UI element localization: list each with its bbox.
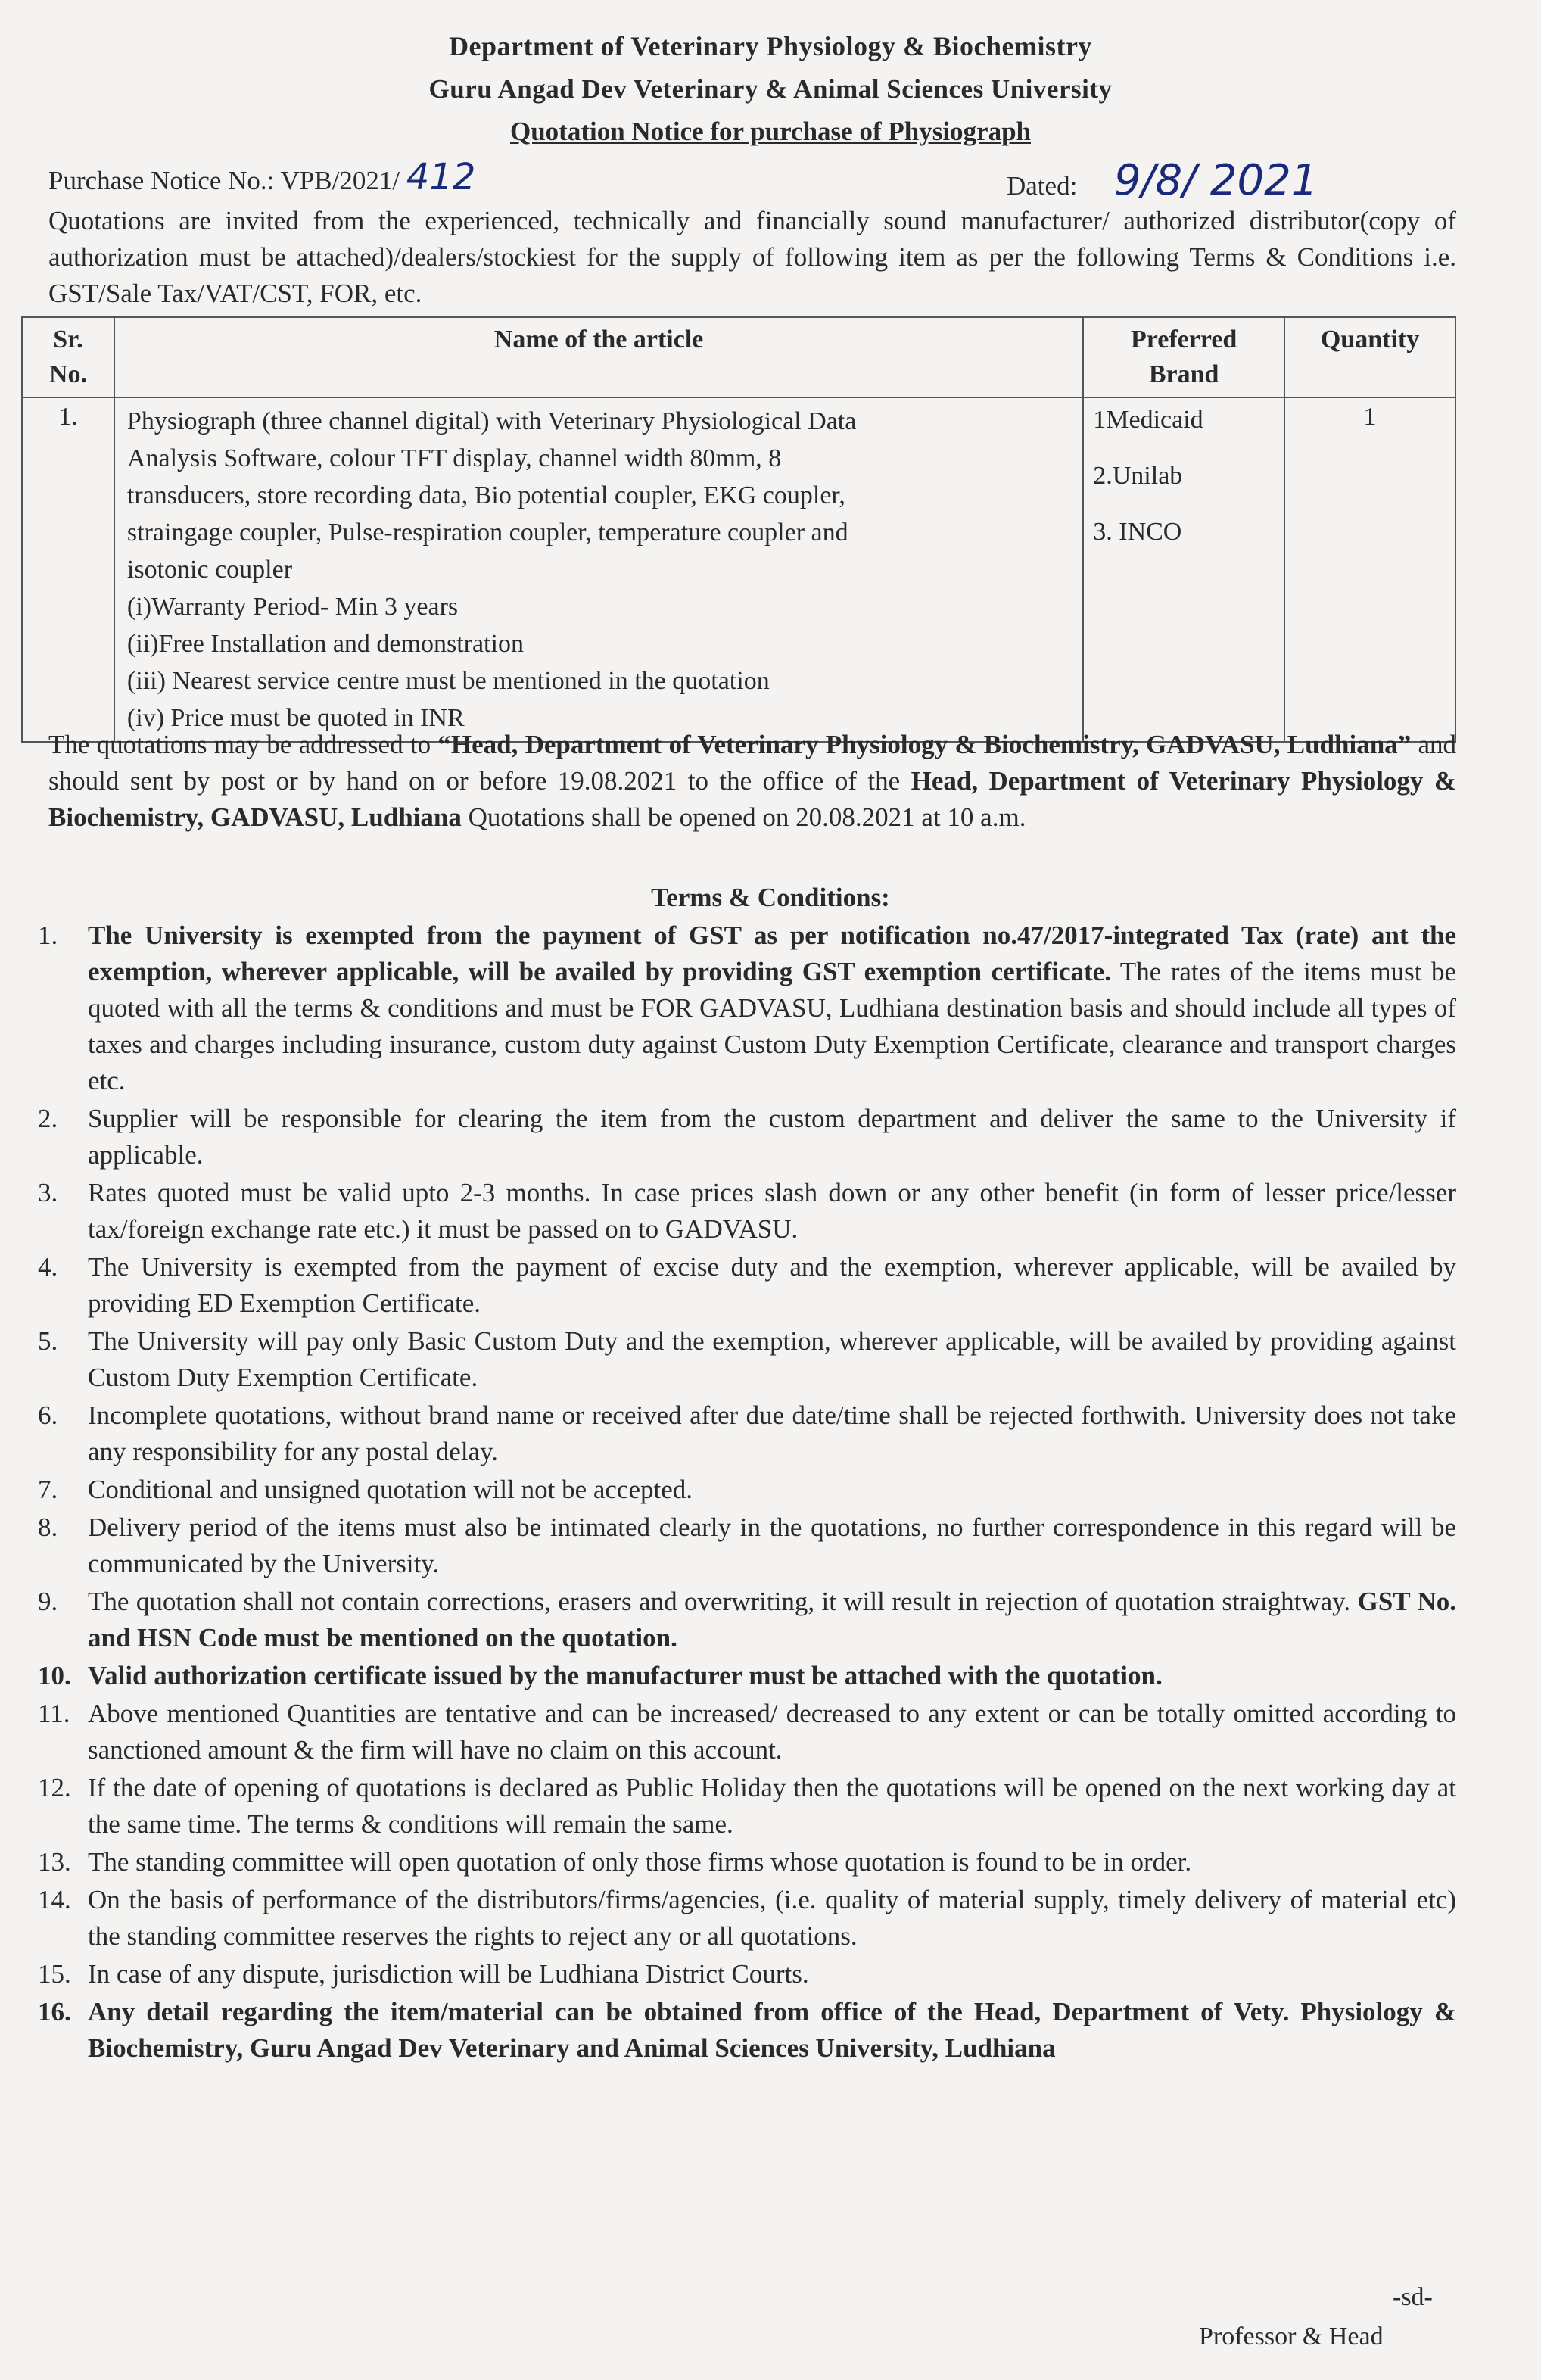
quantity-cell: 1 [1284, 397, 1455, 742]
terms-list [38, 917, 1456, 2068]
article-line: Analysis Software, colour TFT display, channel width 80mm, 8 [126, 444, 782, 472]
list-item [38, 1175, 1456, 1248]
term-text: Above mentioned Quantities are tentative and can be increased/ decreased to any extent or can be totally omitted according to sanctioned amount & the firm will have no claim on this account. [88, 1699, 1456, 1765]
term-number: 11. [38, 1699, 70, 1728]
term-text [88, 917, 1456, 1099]
address-text: and should sent by post or by hand on or before 19.08.2021 to the office of the [48, 730, 1456, 796]
notice-title: Quotation Notice for purchase of Physiograph [509, 117, 1032, 146]
address-bold: Head, Department of Veterinary Physiology & Biochemistry, GADVASU, Ludhiana [48, 766, 1456, 832]
term-text [88, 1584, 1456, 1656]
term-text: Supplier will be responsible for clearing the item from the custom department and deliver the same to the University if applicable. [88, 1104, 1456, 1170]
term-rest: The rates of the items must be quoted with all the terms & conditions and must be FOR GADVASU, Ludhiana destination basis and should include all types of taxes and charges including insurance, custom duty against Custom Duty Exemption Certificate, clearance and transport charges etc. [88, 957, 1456, 1095]
item-table [21, 316, 1456, 743]
term-number: 13. [38, 1847, 71, 1877]
list-item [38, 1509, 1456, 1582]
list-item [38, 1101, 1456, 1173]
term-text: Conditional and unsigned quotation will not be accepted. [88, 1475, 693, 1504]
notice-date [1007, 156, 1318, 205]
quantity-header: Quantity [1284, 317, 1455, 397]
term-number: 14. [38, 1885, 71, 1914]
term-number: 7. [38, 1475, 58, 1504]
university-heading: Guru Angad Dev Veterinary & Animal Sciences University [428, 74, 1113, 104]
brand-header: Preferred Brand [1083, 317, 1284, 397]
term-number: 15. [38, 1959, 71, 1989]
term-text: Rates quoted must be valid upto 2-3 months. In case prices slash down or any other benefit (in form of lesser price/lesser tax/foreign exchange rate etc.) it must be passed on to GADVASU. [88, 1178, 1456, 1244]
address-paragraph [48, 727, 1456, 836]
department-heading: Department of Veterinary Physiology & Biochemistry [449, 31, 1092, 61]
table-header-row [22, 317, 1455, 397]
list-item [38, 917, 1456, 1099]
list-item [38, 1994, 1456, 2067]
article-line: (iii) Nearest service centre must be mentioned in the quotation [126, 667, 770, 695]
signature-sd: -sd- [1393, 2283, 1433, 2311]
brand-item: 3. INCO [1093, 518, 1182, 546]
article-line: (ii)Free Installation and demonstration [126, 630, 524, 658]
signature-title: Professor & Head [1199, 2322, 1384, 2350]
list-item [38, 1472, 1456, 1508]
term-text: Any detail regarding the item/material can be obtained from office of the Head, Department of Vety. Physiology & Biochemistry, Guru Angad Dev Veterinary and Animal Sciences University, Ludhiana [88, 1997, 1456, 2063]
list-item [38, 1956, 1456, 1992]
term-text: Delivery period of the items must also be intimated clearly in the quotations, no further correspondence in this regard will be communicated by the University. [88, 1512, 1456, 1578]
term-number: 12. [38, 1773, 71, 1802]
terms-title: Terms & Conditions: [651, 883, 890, 912]
brand-cell [1083, 397, 1284, 742]
term-bold: GST No. and HSN Code must be mentioned on the quotation. [88, 1587, 1456, 1653]
brand-item: 1Medicaid [1093, 406, 1203, 434]
purchase-notice-number [48, 156, 475, 198]
purchase-notice-label: Purchase Notice No.: VPB/2021/ [48, 166, 400, 195]
term-text: Incomplete quotations, without brand name or received after due date/time shall be rejected forthwith. University does not take any responsibility for any postal delay. [88, 1400, 1456, 1466]
sr-no-cell: 1. [22, 397, 114, 742]
dated-label: Dated: [1007, 171, 1078, 201]
sr-no-header: Sr. No. [22, 317, 114, 397]
intro-paragraph: Quotations are invited from the experienced, technically and financially sound manufacturer/ authorized distributor(copy of authorization must be attached)/dealers/stockiest for the supply of following item as per the following Terms & Conditions i.e. GST/Sale Tax/VAT/CST, FOR, etc. [48, 206, 1456, 308]
list-item [38, 1249, 1456, 1322]
term-text: The University will pay only Basic Custom Duty and the exemption, wherever applicable, will be availed by providing against Custom Duty Exemption Certificate. [88, 1326, 1456, 1392]
term-number: 16. [38, 1997, 71, 2026]
article-line: transducers, store recording data, Bio potential coupler, EKG coupler, [126, 481, 845, 509]
term-number: 2. [38, 1104, 58, 1133]
term-number: 1. [38, 921, 58, 950]
article-line: (iv) Price must be quoted in INR [126, 704, 465, 732]
term-bold: The University is exempted from the payment of GST as per notification no.47/2017-integrated Tax (rate) ant the exemption, wherever applicable, will be availed by providing GST exemption certificate. [88, 921, 1456, 986]
article-line: isotonic coupler [126, 556, 293, 584]
brand-item: 2.Unilab [1093, 462, 1183, 490]
address-text: Quotations shall be opened on 20.08.2021 at 10 a.m. [461, 802, 1026, 832]
list-item [38, 1844, 1456, 1880]
term-text: On the basis of performance of the distributors/firms/agencies, (i.e. quality of material supply, timely delivery of material etc) the standing committee reserves the rights to reject any or all quotations. [88, 1885, 1456, 1951]
dated-handwritten: 9/8/ 2021 [1114, 156, 1318, 205]
term-number: 6. [38, 1400, 58, 1430]
table-row [22, 397, 1455, 742]
list-item [38, 1770, 1456, 1843]
article-line: Physiograph (three channel digital) with Veterinary Physiological Data [126, 407, 857, 435]
list-item [38, 1584, 1456, 1656]
article-cell [114, 397, 1083, 742]
term-text: In case of any dispute, jurisdiction will be Ludhiana District Courts. [88, 1959, 809, 1989]
term-text: Valid authorization certificate issued by the manufacturer must be attached with the quotation. [88, 1661, 1163, 1690]
purchase-notice-handwritten: 412 [406, 156, 476, 198]
list-item [38, 1397, 1456, 1470]
term-text: If the date of opening of quotations is declared as Public Holiday then the quotations will be opened on the next working day at the same time. The terms & conditions will remain the same. [88, 1773, 1456, 1839]
term-rest: The quotation shall not contain corrections, erasers and overwriting, it will result in rejection of quotation straightway. [88, 1587, 1358, 1616]
list-item [38, 1323, 1456, 1396]
term-number: 10. [38, 1661, 71, 1690]
address-text: The quotations may be addressed to [48, 730, 438, 759]
address-bold: “Head, Department of Veterinary Physiology & Biochemistry, GADVASU, Ludhiana” [437, 730, 1412, 759]
list-item [38, 1658, 1456, 1694]
term-number: 3. [38, 1178, 58, 1207]
list-item [38, 1696, 1456, 1768]
term-number: 5. [38, 1326, 58, 1356]
term-text: The University is exempted from the payment of excise duty and the exemption, wherever applicable, will be availed by providing ED Exemption Certificate. [88, 1252, 1456, 1318]
term-text: The standing committee will open quotation of only those firms whose quotation is found to be in order. [88, 1847, 1192, 1877]
article-line: straingage coupler, Pulse-respiration coupler, temperature coupler and [126, 519, 848, 547]
term-number: 9. [38, 1587, 58, 1616]
article-line: (i)Warranty Period- Min 3 years [126, 593, 459, 621]
article-header: Name of the article [114, 317, 1083, 397]
term-number: 8. [38, 1512, 58, 1542]
list-item [38, 1882, 1456, 1955]
term-number: 4. [38, 1252, 58, 1282]
